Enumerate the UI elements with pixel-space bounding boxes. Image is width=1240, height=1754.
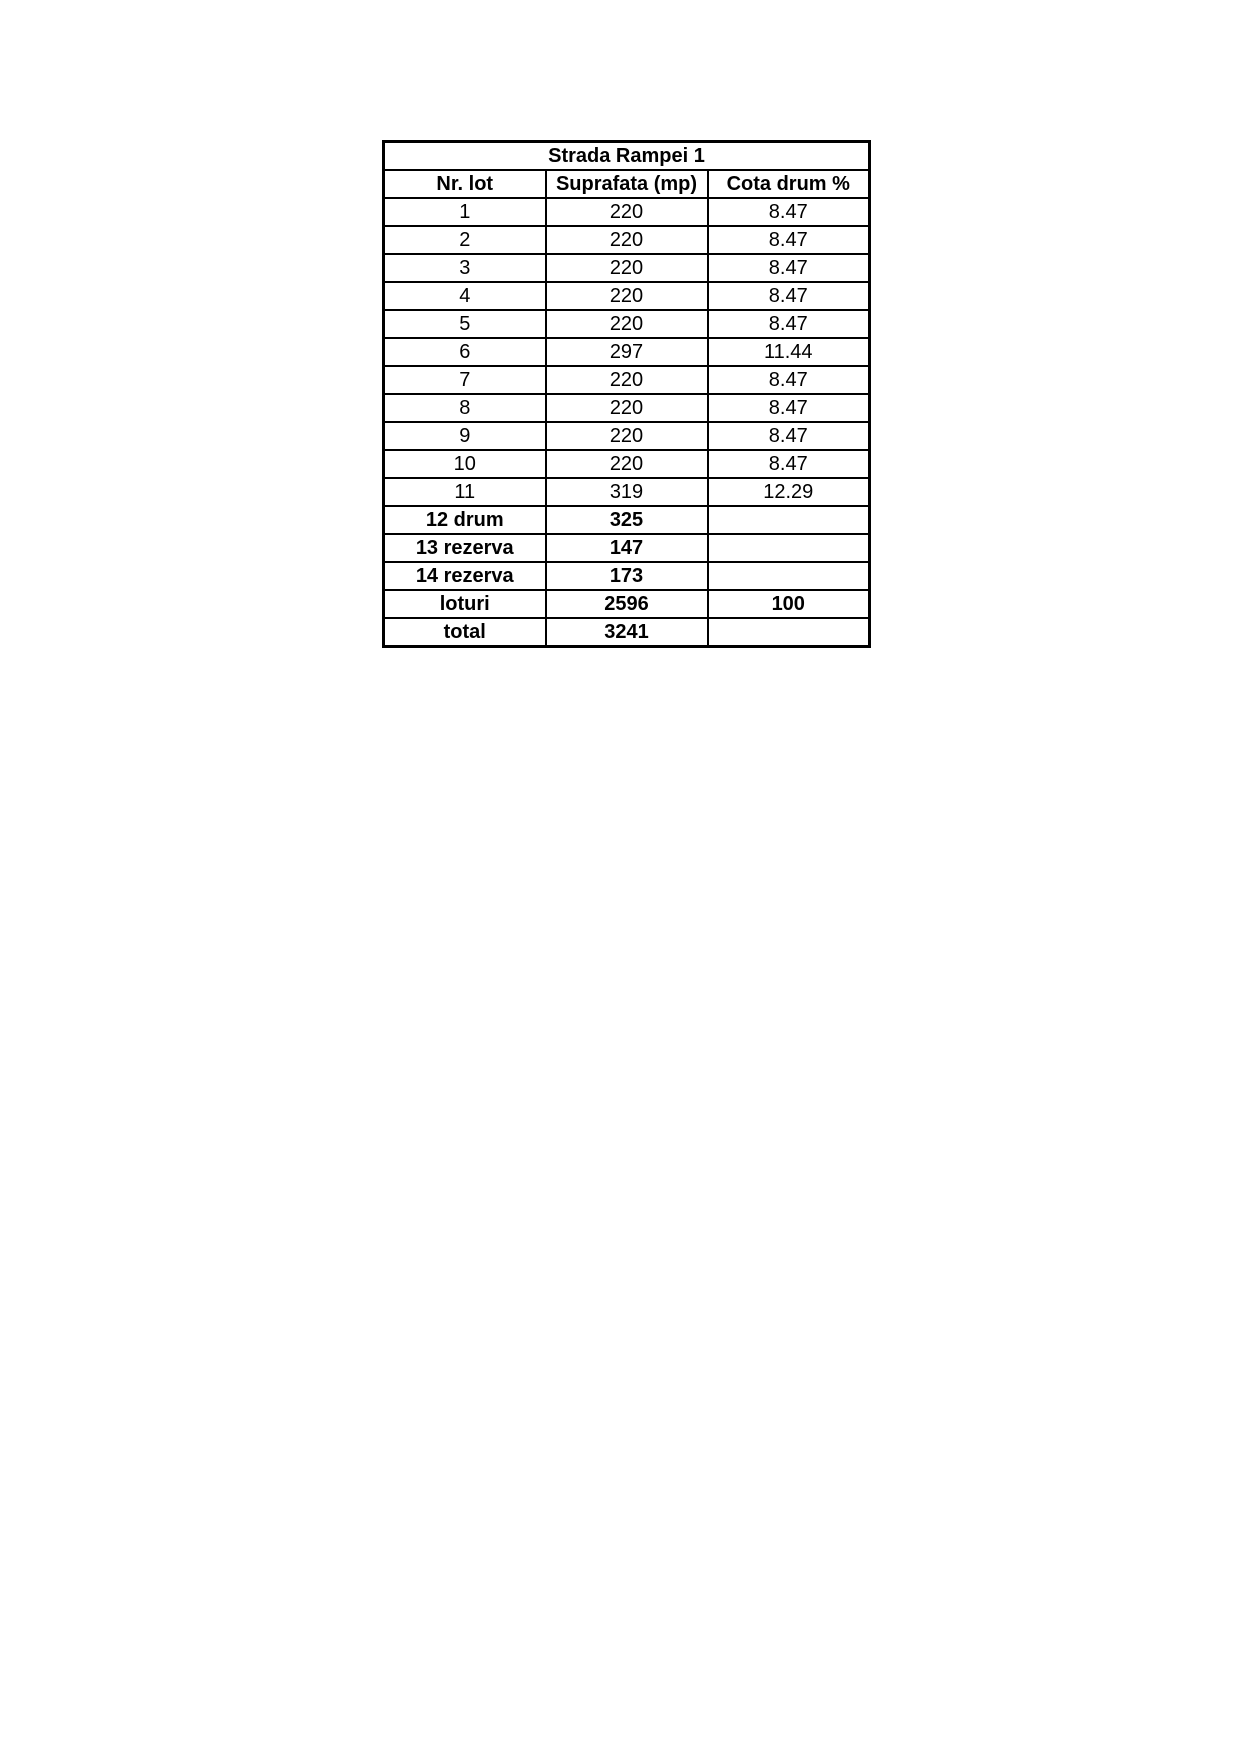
cell-nr-lot: 2 (384, 226, 546, 254)
spreadsheet-page (382, 140, 871, 648)
cell-cota-drum: 8.47 (708, 226, 870, 254)
cell-nr-lot: total (384, 618, 546, 647)
table-row (384, 366, 870, 394)
cell-nr-lot: 8 (384, 394, 546, 422)
cell-cota-drum: 12.29 (708, 478, 870, 506)
cell-nr-lot: 12 drum (384, 506, 546, 534)
table-row (384, 394, 870, 422)
cell-suprafata: 220 (546, 198, 708, 226)
cell-cota-drum: 8.47 (708, 422, 870, 450)
cell-suprafata: 220 (546, 450, 708, 478)
table-title-row (384, 142, 870, 171)
cell-nr-lot: 5 (384, 310, 546, 338)
table-row (384, 338, 870, 366)
table-row (384, 198, 870, 226)
cell-nr-lot: 14 rezerva (384, 562, 546, 590)
table-title: Strada Rampei 1 (384, 142, 870, 171)
cell-cota-drum (708, 562, 870, 590)
cell-suprafata: 220 (546, 254, 708, 282)
cell-suprafata: 220 (546, 422, 708, 450)
cell-nr-lot: 6 (384, 338, 546, 366)
cell-suprafata: 319 (546, 478, 708, 506)
header-suprafata: Suprafata (mp) (546, 170, 708, 198)
cell-nr-lot: 1 (384, 198, 546, 226)
table-row (384, 422, 870, 450)
table-body (384, 198, 870, 647)
cell-nr-lot: 10 (384, 450, 546, 478)
cell-nr-lot: 7 (384, 366, 546, 394)
cell-cota-drum: 8.47 (708, 450, 870, 478)
table-header-row (384, 170, 870, 198)
cell-nr-lot: loturi (384, 590, 546, 618)
cell-suprafata: 3241 (546, 618, 708, 647)
cell-suprafata: 325 (546, 506, 708, 534)
cell-cota-drum: 8.47 (708, 282, 870, 310)
cell-cota-drum (708, 534, 870, 562)
table-row (384, 282, 870, 310)
cell-nr-lot: 13 rezerva (384, 534, 546, 562)
table-row (384, 310, 870, 338)
cell-cota-drum: 8.47 (708, 198, 870, 226)
cell-suprafata: 220 (546, 394, 708, 422)
cell-cota-drum: 8.47 (708, 394, 870, 422)
cell-nr-lot: 3 (384, 254, 546, 282)
cell-cota-drum (708, 506, 870, 534)
table-row (384, 618, 870, 647)
cell-suprafata: 220 (546, 282, 708, 310)
cell-nr-lot: 9 (384, 422, 546, 450)
table-row (384, 226, 870, 254)
table-row (384, 562, 870, 590)
table-row (384, 478, 870, 506)
table-row (384, 590, 870, 618)
table-row (384, 506, 870, 534)
cell-suprafata: 220 (546, 310, 708, 338)
cell-suprafata: 2596 (546, 590, 708, 618)
cell-suprafata: 220 (546, 226, 708, 254)
cell-cota-drum: 8.47 (708, 366, 870, 394)
cell-suprafata: 147 (546, 534, 708, 562)
table-row (384, 254, 870, 282)
lots-table (382, 140, 871, 648)
cell-cota-drum: 11.44 (708, 338, 870, 366)
cell-suprafata: 173 (546, 562, 708, 590)
cell-cota-drum: 8.47 (708, 310, 870, 338)
cell-cota-drum: 100 (708, 590, 870, 618)
cell-nr-lot: 4 (384, 282, 546, 310)
cell-suprafata: 297 (546, 338, 708, 366)
cell-nr-lot: 11 (384, 478, 546, 506)
cell-suprafata: 220 (546, 366, 708, 394)
table-row (384, 534, 870, 562)
cell-cota-drum (708, 618, 870, 647)
header-nr-lot: Nr. lot (384, 170, 546, 198)
table-row (384, 450, 870, 478)
header-cota-drum: Cota drum % (708, 170, 870, 198)
cell-cota-drum: 8.47 (708, 254, 870, 282)
